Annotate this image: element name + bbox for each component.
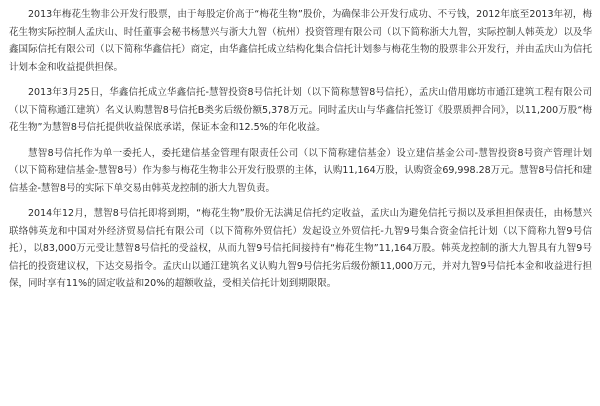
paragraph-4: 2014年12月，慧智8号信托即将到期，“梅花生物”股价无法满足信托约定收益，孟庆山为避免信托亏损以及承担担保责任，由杨慧兴联络韩英龙和中国对外经济贸易信托有限公司（以下简称外贸信托）发起设立外贸信托-九智9号集合资金信托计划（以下简称九智9号信托），以83,000万元受让慧智8号信托的受益权，从而九智9号信托间接持有“梅花生物”11,164万股。韩英龙控制的浙大九智具有九智9号信托的投资建议权，下达交易指令。孟庆山以通江建筑名义认购九智9号信托劣后级份额11,000万元，并对九智9号信托本金和收益进行担保，同时享有11%的固定收益和20%的超额收益，受相关信托计划到期限限。 xyxy=(9,208,592,289)
paragraph-1: 2013年梅花生物非公开发行股票，由于每股定价高于“梅花生物”股价，为确保非公开发行成功、不亏钱，2012年底至2013年初，梅花生物实际控制人孟庆山、时任董事会秘书杨慧兴与浙大九智（杭州）投资管理有限公司（以下简称浙大九智，实际控制人韩英龙）以及华鑫国际信托有限公司（以下简称华鑫信托）商定，由华鑫信托成立结构化集合信托计划参与梅花生物的股票非公开发行，并由孟庆山为信托计划本金和收益提供担保。 xyxy=(9,9,592,73)
paragraph-2: 2013年3月25日，华鑫信托成立华鑫信托-慧智投资8号信托计划（以下简称慧智8号信托），孟庆山借用廊坊市通江建筑工程有限公司（以下简称通江建筑）名义认购慧智8号信托B类劣后级份额5,378万元。同时孟庆山与华鑫信托签订《股票质押合同》，以11,200万股“梅花生物”为慧智8号信托提供收益保底承诺，保证本金和12.5%的年化收益。 xyxy=(9,87,592,133)
paragraph-3: 慧智8号信托作为单一委托人，委托建信基金管理有限责任公司（以下简称建信基金）设立建信基金公司-慧智投资8号资产管理计划（以下简称建信基金-慧智8号）作为参与梅花生物非公开发行股票的主体，认购11,164万股，认购资金69,998.28万元。慧智8号信托和建信基金-慧智8号的实际下单交易由韩英龙控制的浙大九智负责。 xyxy=(9,147,592,194)
